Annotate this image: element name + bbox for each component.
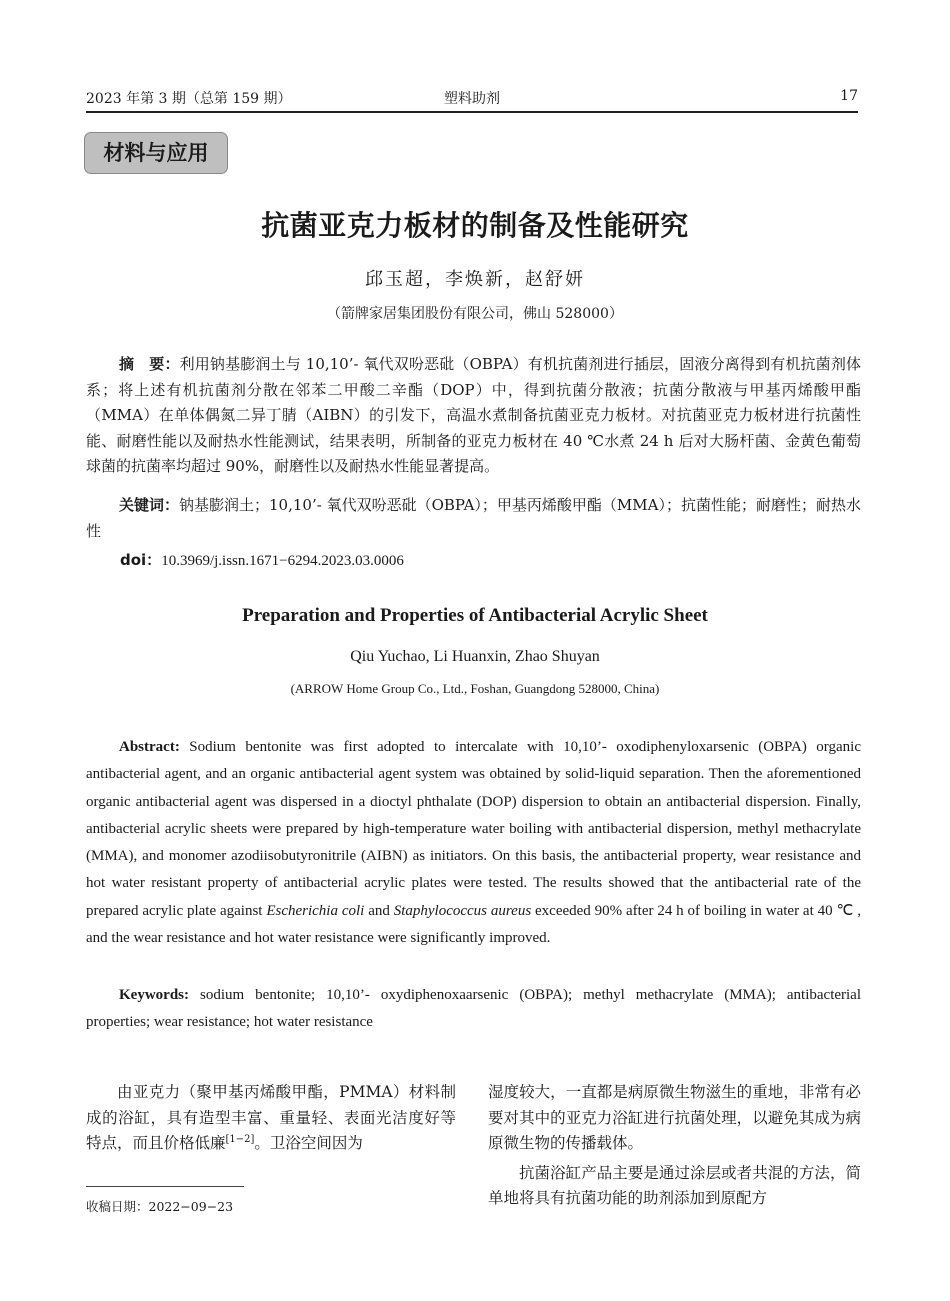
keywords-en-text: sodium bentonite; 10,10’- oxydiphenoxaarsenic (OBPA); methyl methacrylate (MMA); antibacterial properties; wear resistance; hot water resistance (86, 987, 862, 1031)
keywords-cn-text: 钠基膨润土；10,10’- 氧代双吩恶砒（OBPA）；甲基丙烯酸甲酯（MMA）；抗菌性能；耐磨性；耐热水性 (86, 496, 861, 540)
abstract-cn-label: 摘 要： (119, 355, 180, 373)
doi-label: doi： (120, 551, 162, 569)
keywords-en-label: Keywords: (119, 987, 189, 1003)
footnote-rule (86, 1186, 244, 1187)
keywords-cn (86, 493, 861, 544)
section-tag: 材料与应用 (84, 132, 228, 174)
body-paragraph (86, 1080, 456, 1157)
received-date: 收稿日期：2022−09−23 (86, 1199, 234, 1214)
abstract-en-text-2: exceeded 90% after 24 h of boiling in water at 40 ℃ , and the wear resistance and hot water resistance were significantly improved. (86, 902, 862, 947)
body-column-right (488, 1080, 861, 1212)
body-paragraph: 抗菌浴缸产品主要是通过涂层或者共混的方法，简单地将具有抗菌功能的助剂添加到原配方 (488, 1163, 861, 1207)
authors-cn: 邱玉超，李焕新，赵舒妍 (365, 269, 585, 290)
citation: [1−2] (225, 1133, 255, 1145)
species-ecoli: Escherichia coli (266, 902, 365, 919)
body-paragraph-continued: 湿度较大，一直都是病原微生物滋生的重地，非常有必要对其中的亚克力浴缸进行抗菌处理，以避免其成为病原微生物的传播载体。 (488, 1083, 861, 1152)
doi-value: 10.3969/j.issn.1671−6294.2023.03.0006 (161, 553, 404, 569)
journal-name: 塑料助剂 (444, 91, 500, 107)
abstract-cn-text: 利用钠基膨润土与 10,10’- 氧代双吩恶砒（OBPA）有机抗菌剂进行插层，固液分离得到有机抗菌剂体系；将上述有机抗菌剂分散在邻苯二甲酸二辛酯（DOP）中，得到抗菌分散液；抗菌分散液与甲基丙烯酸甲酯（MMA）在单体偶氮二异丁腈（AIBN）的引发下，高温水煮制备抗菌亚克力板材。对抗菌亚克力板材进行抗菌性能、耐磨性能以及耐热水性能测试，结果表明，所制备的亚克力板材在 40 ℃水煮 24 h 后对大肠杆菌、金黄色葡萄球菌的抗菌率均超过 90%，耐磨性以及耐热水性能显著提高。 (86, 355, 861, 475)
affiliation-cn: （箭牌家居集团股份有限公司，佛山 528000） (327, 306, 623, 322)
abstract-en-text-1: Sodium bentonite was first adopted to intercalate with 10,10’- oxodiphenyloxarsenic (OBPA) organic antibacterial agent, and an organic antibacterial agent system was obtained by solid-liquid separation. Then the aforementioned organic antibacterial agent was dispersed in a dioctyl phthalate (DOP) dispersion to obtain an antibacterial dispersion. Finally, antibacterial acrylic sheets were prepared by high-temperature water boiling with antibacterial dispersion, methyl methacrylate (MMA), and monomer azodiisobutyronitrile (AIBN) as initiators. On this basis, the antibacterial property, wear resistance and hot water resistant property of antibacterial acrylic plates were tested. The results showed that the antibacterial rate of the prepared acrylic plate against (86, 739, 862, 919)
keywords-cn-label: 关键词： (119, 496, 180, 514)
abstract-cn (86, 352, 861, 480)
abstract-en-and: and (368, 902, 390, 919)
doi-line (120, 549, 404, 570)
abstract-en (86, 734, 861, 952)
title-en: Preparation and Properties of Antibacterial Acrylic Sheet (242, 605, 708, 626)
issue-info: 2023 年第 3 期（总第 159 期） (86, 91, 292, 107)
keywords-en (86, 982, 861, 1037)
running-header (86, 88, 858, 108)
title-cn: 抗菌亚克力板材的制备及性能研究 (261, 209, 689, 242)
body-text-tail: 。卫浴空间因为 (254, 1134, 363, 1152)
body-text: 由亚克力（聚甲基丙烯酸甲酯，PMMA）材料制成的浴缸，具有造型丰富、重量轻、表面光洁度好等特点，而且价格低廉 (86, 1083, 456, 1152)
affiliation-en: (ARROW Home Group Co., Ltd., Foshan, Guangdong 528000, China) (290, 681, 660, 696)
species-saureus: Staphylococcus aureus (393, 902, 532, 919)
authors-en: Qiu Yuchao, Li Huanxin, Zhao Shuyan (350, 648, 600, 665)
abstract-en-label: Abstract: (119, 739, 180, 755)
page-number: 17 (840, 88, 858, 104)
body-column-left (86, 1080, 456, 1157)
header-rule (86, 111, 858, 113)
